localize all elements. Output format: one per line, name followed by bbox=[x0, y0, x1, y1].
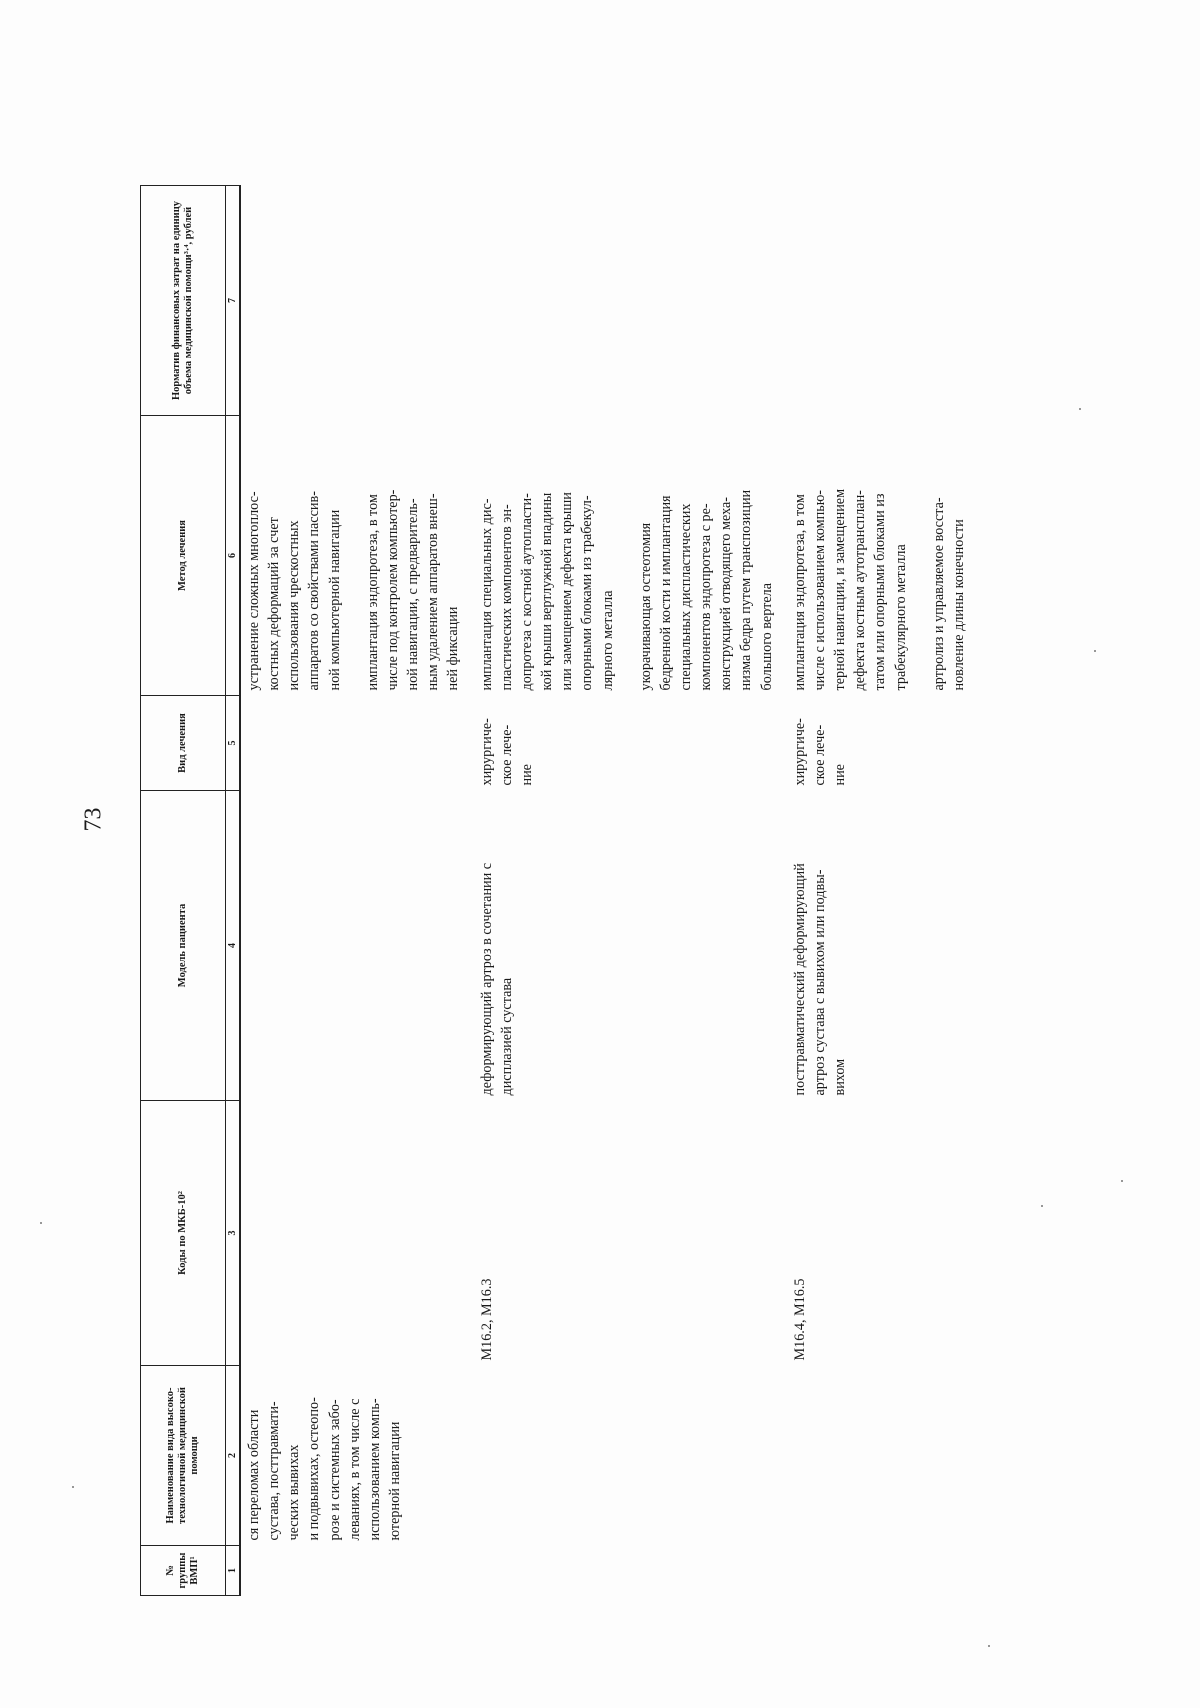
treatment-method-line: аппаратов со свойствами пассив- bbox=[306, 491, 323, 691]
header-care-type-name: Наименование вида высоко-технологичной медицинской помощи bbox=[141, 1366, 226, 1546]
scan-speck bbox=[988, 1645, 990, 1647]
treatment-method-line: укорачивающая остеотомия bbox=[637, 522, 654, 691]
treatment-method-line: числе под контролем компьютер- bbox=[384, 489, 401, 691]
column-number: 5 bbox=[226, 696, 241, 791]
treatment-method-line: имплантация эндопротеза, в том bbox=[364, 494, 381, 691]
method-block bbox=[244, 421, 345, 691]
vmp-table bbox=[140, 185, 979, 1596]
treatment-method-line: имплантация специальных дис- bbox=[478, 498, 495, 691]
scan-speck bbox=[72, 1486, 74, 1488]
treatment-type-line: ние bbox=[518, 764, 535, 786]
treatment-method-line: имплантация эндопротеза, в том bbox=[791, 494, 808, 691]
treatment-type-line: хирургиче- bbox=[791, 718, 808, 786]
patient-model-cell bbox=[787, 791, 979, 1101]
method-block bbox=[636, 421, 777, 691]
treatment-type-line: хирургиче- bbox=[478, 718, 495, 786]
table-row bbox=[474, 186, 787, 1596]
table-row bbox=[787, 186, 979, 1596]
care-type-name-line: ческих вывихах bbox=[286, 1444, 303, 1541]
treatment-method-line: ным удалением аппаратов внеш- bbox=[425, 493, 442, 691]
care-type-name-line: ся переломах области bbox=[246, 1409, 262, 1541]
header-patient-model: Модель пациента bbox=[141, 791, 226, 1101]
group-number-cell bbox=[240, 1546, 474, 1596]
column-number-row bbox=[226, 186, 241, 1596]
scan-speck bbox=[1079, 408, 1081, 410]
scan-speck bbox=[1094, 650, 1096, 652]
patient-model-line: деформирующий артроз в сочетании с bbox=[478, 862, 495, 1096]
treatment-method-line: новление длины конечности bbox=[950, 519, 967, 691]
scan-speck bbox=[1041, 1205, 1043, 1207]
treatment-method-line: низма бедра путем транспозиции bbox=[738, 489, 755, 691]
scan-speck bbox=[40, 1222, 42, 1224]
treatment-method-line: дефекта костным аутотрансплан- bbox=[852, 490, 869, 691]
header-group-number: № группы ВМП¹ bbox=[141, 1546, 226, 1596]
care-type-name-cell bbox=[240, 1366, 474, 1546]
patient-model-cell bbox=[240, 791, 474, 1101]
care-type-name-line: сустава, посттравмати- bbox=[266, 1401, 283, 1541]
method-block bbox=[929, 421, 969, 691]
column-number: 1 bbox=[226, 1546, 241, 1596]
care-type-name-cell bbox=[474, 1366, 787, 1546]
patient-model-cell bbox=[474, 791, 787, 1101]
treatment-type-cell bbox=[474, 696, 787, 791]
cost-standard-cell bbox=[787, 186, 979, 416]
page-number: 73 bbox=[80, 807, 107, 832]
cost-standard-cell bbox=[240, 186, 474, 416]
care-type-name-line: использованием компь- bbox=[366, 1398, 383, 1541]
column-number: 3 bbox=[226, 1101, 241, 1366]
treatment-method-line: ней фиксации bbox=[445, 606, 462, 691]
treatment-method-line: использования чрескостных bbox=[286, 520, 303, 691]
treatment-method-line: компонентов эндопротеза с ре- bbox=[698, 503, 715, 691]
treatment-method-line: конструкцией отводящего меха- bbox=[718, 496, 735, 691]
treatment-method-line: трабекулярного металла bbox=[892, 544, 909, 691]
treatment-method-line: большого вертела bbox=[758, 583, 775, 691]
treatment-method-line: опорными блоками из трабекул- bbox=[579, 495, 596, 691]
method-block bbox=[363, 421, 464, 691]
treatment-method-line: ной навигации, с предваритель- bbox=[405, 498, 422, 691]
treatment-method-line: костных деформаций за счет bbox=[266, 517, 283, 691]
icd-codes-cell bbox=[787, 1101, 979, 1366]
icd-codes-text: M16.2, M16.3 bbox=[478, 1278, 495, 1361]
patient-model-line: дисплазией сустава bbox=[498, 977, 515, 1096]
treatment-method-line: артролиз и управляемое восста- bbox=[930, 497, 947, 691]
cost-standard-cell bbox=[474, 186, 787, 416]
treatment-method-line: ной компьютерной навигации bbox=[326, 509, 343, 691]
patient-model-line: вихом bbox=[832, 1058, 849, 1096]
treatment-method-cell bbox=[474, 416, 787, 696]
table-body bbox=[240, 186, 979, 1596]
header-treatment-method: Метод лечения bbox=[141, 416, 226, 696]
treatment-type-line: ское лече- bbox=[811, 724, 828, 786]
treatment-method-line: числе с использованием компью- bbox=[811, 489, 828, 691]
icd-codes-cell bbox=[474, 1101, 787, 1366]
treatment-method-line: татом или опорными блоками из bbox=[872, 493, 889, 691]
column-number: 4 bbox=[226, 791, 241, 1101]
treatment-method-cell bbox=[787, 416, 979, 696]
patient-model-line: артроз сустава с вывихом или подвы- bbox=[811, 869, 828, 1096]
treatment-type-line: ское лече- bbox=[498, 724, 515, 786]
care-type-name-line: ютерной навигации bbox=[387, 1421, 404, 1541]
treatment-method-line: терной навигации, и замещением bbox=[832, 488, 849, 691]
treatment-type-line: ние bbox=[832, 764, 849, 786]
icd-codes-cell bbox=[240, 1101, 474, 1366]
treatment-method-line: допротеза с костной аутопласти- bbox=[518, 493, 535, 691]
method-spacer bbox=[911, 421, 929, 691]
care-type-name-cell bbox=[787, 1366, 979, 1546]
care-type-name-line: розе и системных забо- bbox=[326, 1399, 343, 1541]
document-sheet bbox=[140, 136, 1140, 1596]
method-block bbox=[790, 421, 911, 691]
header-treatment-type: Вид лечения bbox=[141, 696, 226, 791]
treatment-type-cell bbox=[787, 696, 979, 791]
treatment-method-line: или замещением дефекта крыши bbox=[559, 492, 576, 691]
column-number: 6 bbox=[226, 416, 241, 696]
care-type-name-line: леваниях, в том числе с bbox=[346, 1398, 363, 1541]
treatment-method-line: пластических компонентов эн- bbox=[498, 504, 515, 691]
column-number: 7 bbox=[226, 186, 241, 416]
treatment-method-line: устранение сложных многоплос- bbox=[246, 491, 262, 691]
header-icd-codes: Коды по МКБ-10² bbox=[141, 1101, 226, 1366]
patient-model-line: посттравматический деформирующий bbox=[791, 863, 808, 1096]
header-row bbox=[141, 186, 226, 1596]
method-block bbox=[477, 421, 618, 691]
treatment-method-line: кой крыши вертлужной впадины bbox=[539, 492, 556, 691]
header-cost-standard: Норматив финансовых затрат на единицу объема медицинской помощи³·⁴, рублей bbox=[141, 186, 226, 416]
group-number-cell bbox=[474, 1546, 787, 1596]
icd-codes-text: M16.4, M16.5 bbox=[791, 1278, 808, 1361]
treatment-method-line: бедренной кости и имплантация bbox=[657, 495, 674, 691]
scan-speck bbox=[1121, 1180, 1123, 1182]
care-type-name-line: и подвывихах, остеопо- bbox=[306, 1397, 323, 1541]
method-spacer bbox=[345, 421, 363, 691]
treatment-method-line: лярного металла bbox=[599, 590, 616, 691]
treatment-method-cell bbox=[240, 416, 474, 696]
column-number: 2 bbox=[226, 1366, 241, 1546]
group-number-cell bbox=[787, 1546, 979, 1596]
treatment-type-cell bbox=[240, 696, 474, 791]
method-spacer bbox=[618, 421, 636, 691]
treatment-method-line: специальных диспластических bbox=[677, 503, 694, 691]
table-row bbox=[240, 186, 474, 1596]
